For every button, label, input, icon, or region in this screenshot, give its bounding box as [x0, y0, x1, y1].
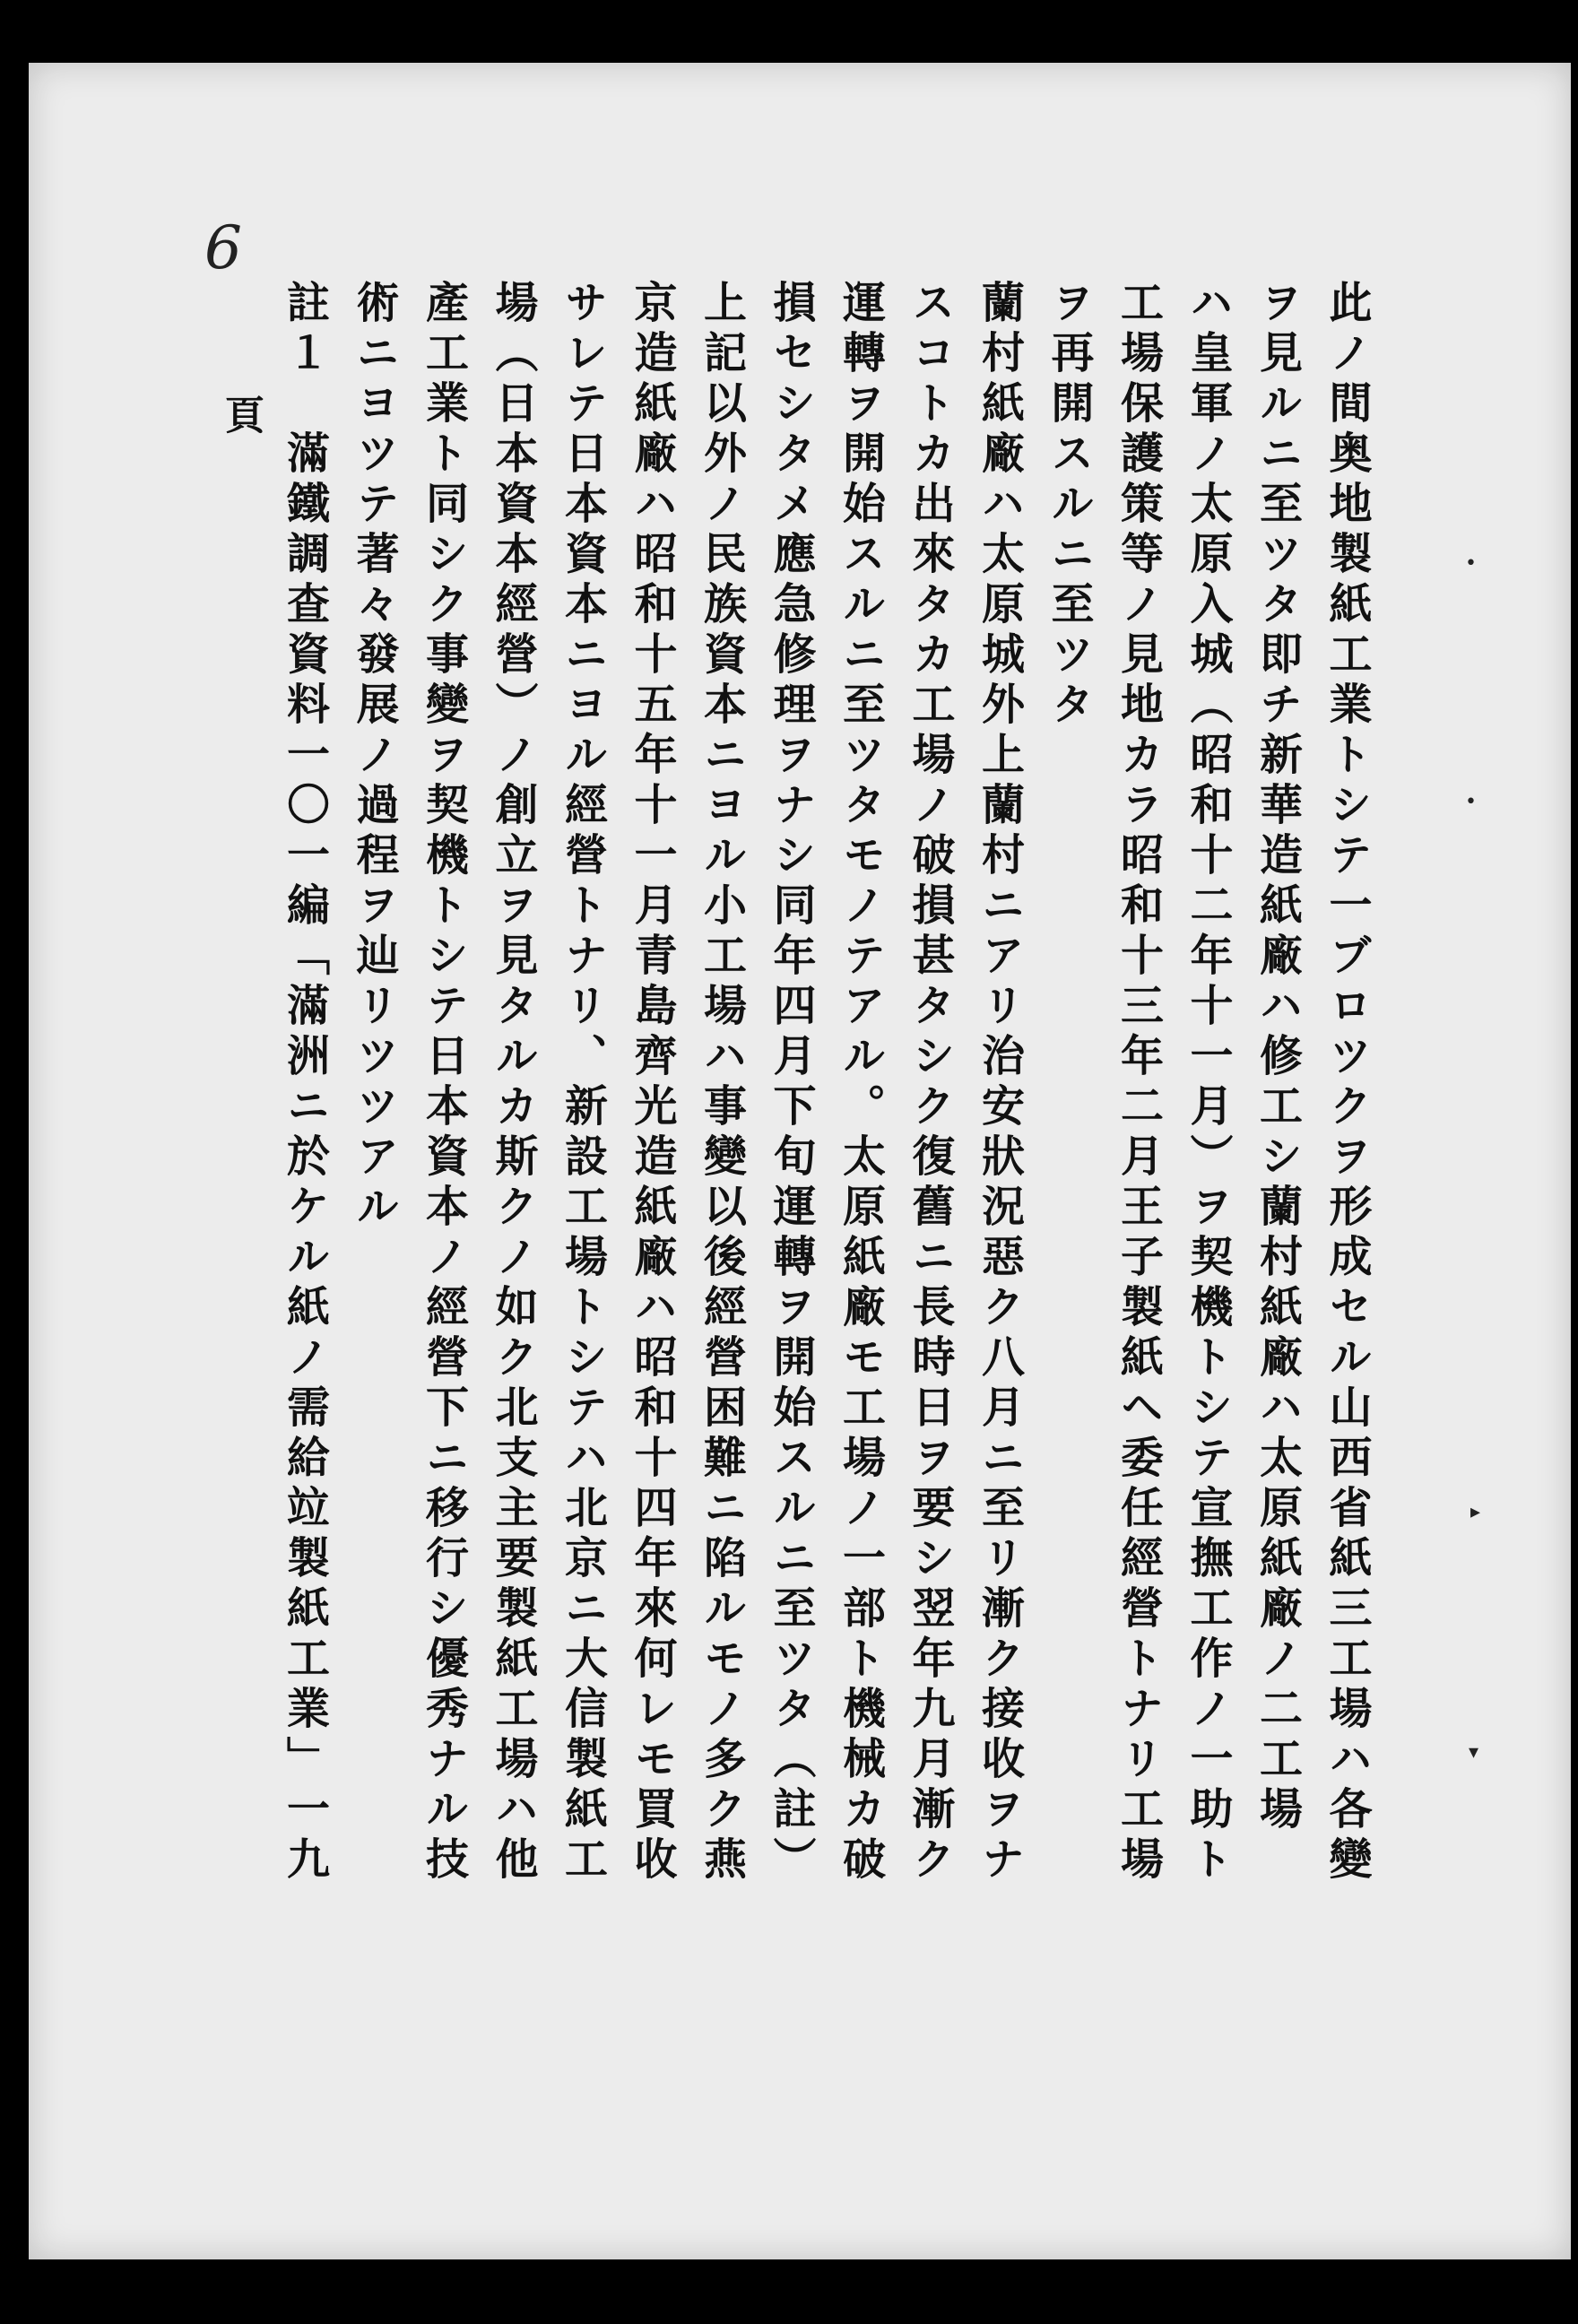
text-column: ヲ再開スルニ至ツタ	[1044, 280, 1094, 732]
margin-arrow-mark: ▸	[1470, 1501, 1481, 1523]
text-column: 損セシタメ應急修理ヲナシ同年四月下旬運轉ヲ開始スルニ至ツタ（註）	[766, 280, 816, 1886]
footnote-column: 註１ 滿鐵調查資料一〇一編「滿洲ニ於ケル紙ノ需給竝製紙工業」一九	[279, 280, 330, 1886]
text-column: 產工業ト同シク事變ヲ契機トシテ日本資本ノ經營下ニ移行シ優秀ナル技	[418, 280, 469, 1886]
vertical-text-body	[269, 280, 1381, 2145]
text-column: 工場保護策等ノ見地カラ昭和十三年二月王子製紙ヘ委任經營トナリ工場	[1113, 280, 1164, 1886]
text-column: 場（日本資本經營）ノ創立ヲ見タルカ斯クノ如ク北支主要製紙工場ハ他	[488, 280, 538, 1886]
text-column: ハ皇軍ノ太原入城（昭和十二年十一月）ヲ契機トシテ宣撫工作ノ一助ト	[1183, 280, 1233, 1886]
text-column: 京造紙廠ハ昭和十五年十一月青島齊光造紙廠ハ昭和十四年來何レモ買收	[627, 280, 677, 1886]
text-column: 術ニヨツテ著々發展ノ過程ヲ辿リツツアル	[349, 280, 399, 1234]
margin-dot-mark: •	[1465, 791, 1477, 813]
text-column: 蘭村紙廠ハ太原城外上蘭村ニアリ治安狀況惡ク八月ニ至リ漸ク接收ヲナ	[974, 280, 1025, 1886]
margin-arrow-mark: ▾	[1469, 1741, 1479, 1764]
page-number: 6	[204, 213, 242, 282]
text-column: 運轉ヲ開始スルニ至ツタモノテアル。太原紙廠モ工場ノ一部ト機械カ破	[835, 280, 886, 1886]
text-column: 此ノ間奥地製紙工業トシテ一ブロツクヲ形成セル山西省紙三工場ハ各變	[1322, 280, 1372, 1886]
margin-dot-mark: •	[1465, 552, 1477, 575]
text-column: スコトカ出來タカ工場ノ破損甚タシク復舊ニ長時日ヲ要シ翌年九月漸ク	[905, 280, 955, 1886]
text-column: 上記以外ノ民族資本ニヨル小工場ハ事變以後經營困難ニ陷ルモノ多ク燕	[696, 280, 747, 1886]
text-column: サレテ日本資本ニヨル經營トナリ、新設工場トシテハ北京ニ大信製紙工	[557, 280, 608, 1886]
text-column: ヲ見ルニ至ツタ即チ新華造紙廠ハ修工シ蘭村紙廠ハ太原紙廠ノ二工場	[1252, 280, 1303, 1836]
page-label: 頁	[218, 395, 264, 434]
